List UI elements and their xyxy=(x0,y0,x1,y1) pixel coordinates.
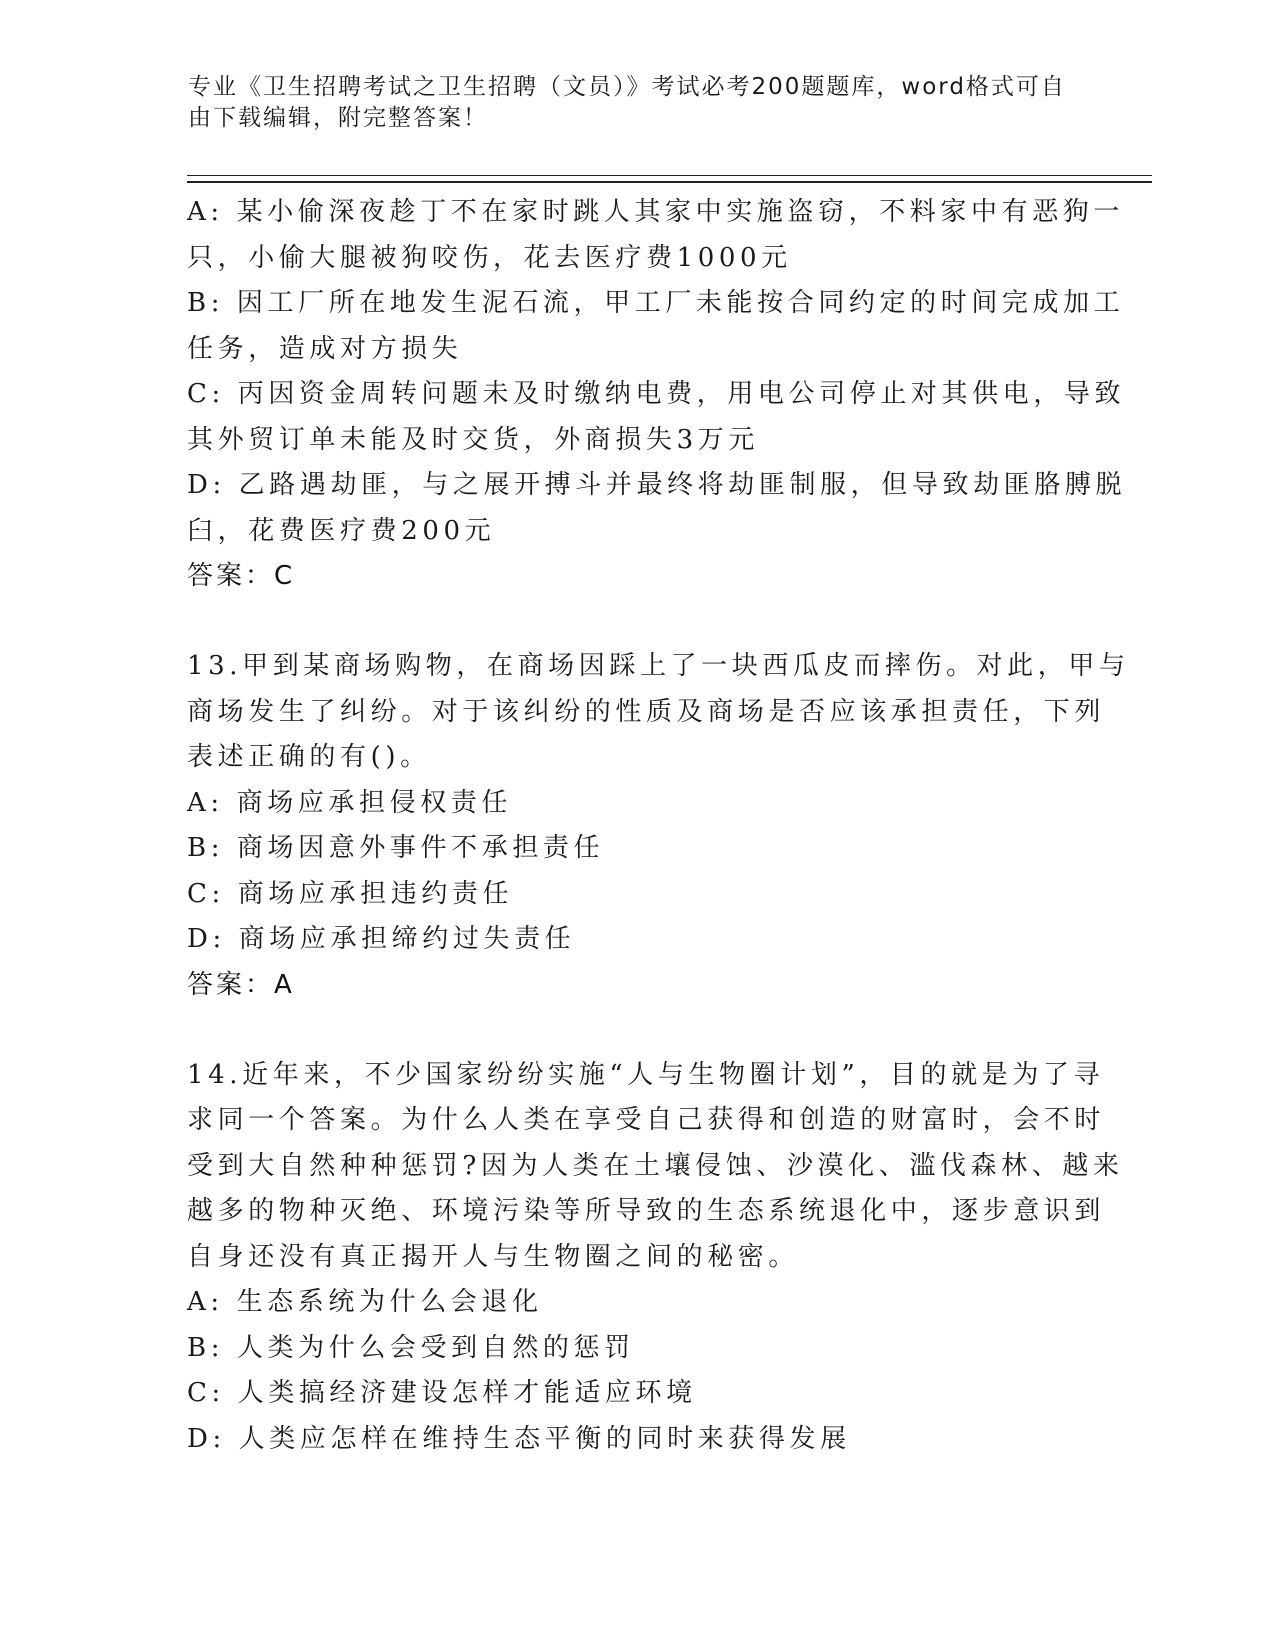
option-c: C: 商场应承担违约责任 xyxy=(187,878,514,909)
question-14 xyxy=(187,1053,1124,1463)
option-b-line-2: 任务，造成对方损失 xyxy=(187,333,463,364)
question-stem-line-3: 受到大自然种种惩罚?因为人类在土壤侵蚀、沙漠化、滥伐森林、越来 xyxy=(187,1150,1124,1181)
answer-label: 答案：A xyxy=(187,969,295,1000)
option-a: A: 生态系统为什么会退化 xyxy=(187,1287,543,1317)
header-divider-thin xyxy=(187,175,1152,176)
option-d: D: 人类应怎样在维持生态平衡的同时来获得发展 xyxy=(187,1423,851,1454)
header-line-2: 由下载编辑，附完整答案！ xyxy=(188,105,488,131)
option-a-line-1: A: 某小偷深夜趁丁不在家时跳人其家中实施盗窃，不料家中有恶狗一 xyxy=(187,197,1125,227)
option-d-line-1: D: 乙路遇劫匪，与之展开搏斗并最终将劫匪制服，但导致劫匪胳膊脱 xyxy=(187,470,1127,500)
question-stem-line-1: 14.近年来，不少国家纷纷实施“人与生物圈计划”，目的就是为了寻 xyxy=(187,1059,1105,1090)
option-a-line-2: 只，小偷大腿被狗咬伤，花去医疗费1000元 xyxy=(187,242,792,273)
question-stem-line-1: 13.甲到某商场购物，在商场因踩上了一块西瓜皮而摔伤。对此，甲与 xyxy=(187,651,1130,681)
question-stem-line-2: 求同一个答案。为什么人类在享受自己获得和创造的财富时，会不时 xyxy=(187,1105,1106,1135)
option-a: A: 商场应承担侵权责任 xyxy=(187,787,513,818)
option-b: B: 人类为什么会受到自然的惩罚 xyxy=(187,1332,635,1363)
question-stem-line-3: 表述正确的有()。 xyxy=(187,742,431,772)
question-stem-line-5: 自身还没有真正揭开人与生物圈之间的秘密。 xyxy=(187,1241,800,1272)
question-stem-line-2: 商场发生了纠纷。对于该纠纷的性质及商场是否应该承担责任，下列 xyxy=(187,696,1106,727)
option-b: B: 商场因意外事件不承担责任 xyxy=(187,833,605,863)
question-spacer xyxy=(187,599,1067,644)
option-d: D: 商场应承担缔约过失责任 xyxy=(187,924,576,954)
option-c-line-1: C: 丙因资金周转问题未及时缴纳电费，用电公司停止对其供电，导致 xyxy=(187,379,1126,409)
question-spacer xyxy=(187,1008,1067,1053)
answer-label: 答案：C xyxy=(187,561,296,591)
question-stem-line-4: 越多的物种灭绝、环境污染等所导致的生态系统退化中，逐步意识到 xyxy=(187,1196,1106,1226)
option-d-line-2: 臼，花费医疗费200元 xyxy=(187,515,496,546)
option-c: C: 人类搞经济建设怎样才能适应环境 xyxy=(187,1378,697,1408)
header-line-1: 专业《卫生招聘考试之卫生招聘（文员）》考试必考200题题库，word格式可自 xyxy=(188,74,1066,100)
header-divider-thick xyxy=(187,181,1152,183)
question-13 xyxy=(187,644,1130,1008)
option-b-line-1: B: 因工厂所在地发生泥石流，甲工厂未能按合同约定的时间完成加工 xyxy=(187,288,1125,318)
option-c-line-2: 其外贸订单未能及时交货，外商损失3万元 xyxy=(187,424,759,455)
question-12-options xyxy=(187,190,1127,599)
question-content xyxy=(187,190,1130,1462)
document-header xyxy=(188,72,1068,134)
